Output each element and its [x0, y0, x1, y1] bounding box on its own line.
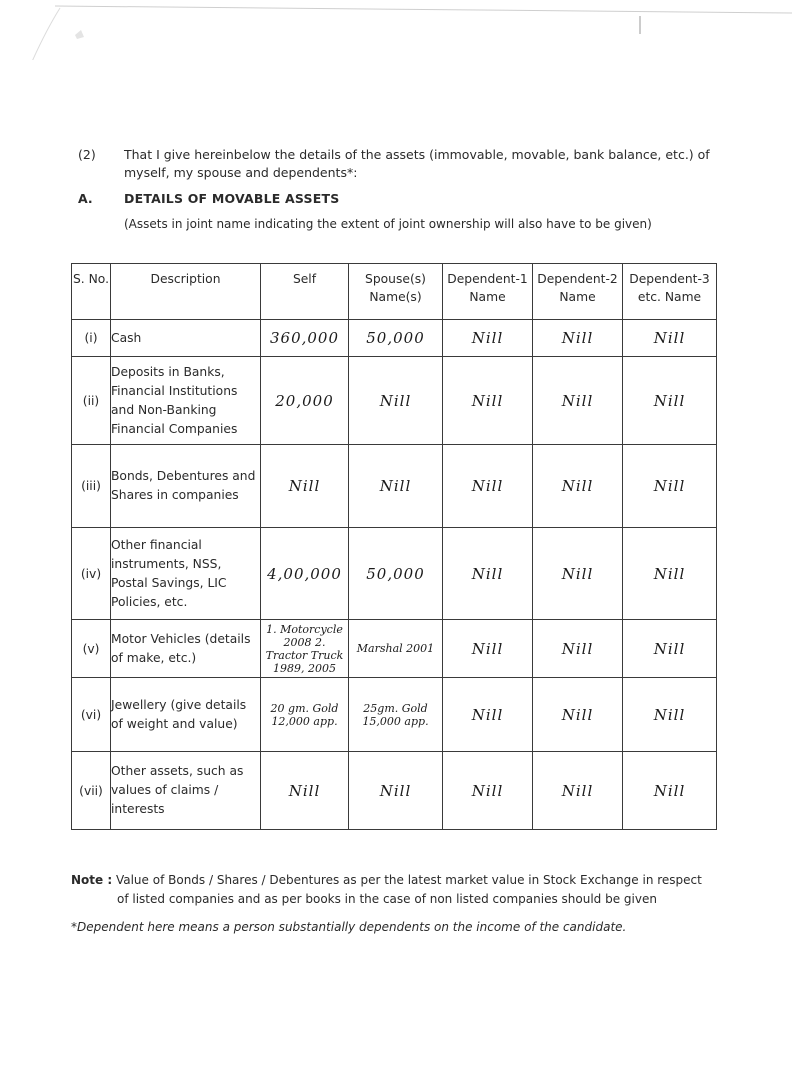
spouse-value: 25gm. Gold 15,000 app. — [349, 678, 443, 752]
dependent-3-value: Nill — [623, 620, 717, 678]
self-value: Nill — [261, 752, 349, 830]
self-value: Nill — [261, 445, 349, 528]
table-row — [72, 445, 717, 528]
dependent-3-value: Nill — [623, 445, 717, 528]
row-number: (i) — [72, 320, 111, 357]
section-title: DETAILS OF MOVABLE ASSETS — [124, 191, 340, 206]
table-header-row — [72, 264, 717, 320]
dependent-2-value: Nill — [533, 320, 623, 357]
dependent-1-value: Nill — [443, 678, 533, 752]
dependent-1-value: Nill — [443, 320, 533, 357]
dependent-1-value: Nill — [443, 445, 533, 528]
section-subnote: (Assets in joint name indicating the extent of joint ownership will also have to be given) — [124, 217, 652, 231]
spouse-value: Nill — [349, 752, 443, 830]
spouse-value: Nill — [349, 357, 443, 445]
row-number: (iii) — [72, 445, 111, 528]
table-row — [72, 752, 717, 830]
section-letter: A. — [78, 191, 93, 206]
dependent-2-value: Nill — [533, 528, 623, 620]
row-number: (ii) — [72, 357, 111, 445]
dependent-2-value: Nill — [533, 620, 623, 678]
dependent-footnote: *Dependent here means a person substantially dependents on the income of the candidate. — [71, 920, 627, 934]
movable-assets-table — [71, 263, 717, 830]
row-description: Deposits in Banks, Financial Institutions and Non-Banking Financial Companies — [111, 357, 261, 445]
row-number: (v) — [72, 620, 111, 678]
row-number: (vii) — [72, 752, 111, 830]
dependent-3-value: Nill — [623, 528, 717, 620]
dependent-1-value: Nill — [443, 752, 533, 830]
row-description: Bonds, Debentures and Shares in companies — [111, 445, 261, 528]
dependent-1-value: Nill — [443, 620, 533, 678]
dependent-2-value: Nill — [533, 752, 623, 830]
table-row — [72, 357, 717, 445]
header-dependent-1: Dependent-1 Name — [443, 264, 533, 320]
paragraph-number: (2) — [78, 147, 96, 162]
spouse-value: Marshal 2001 — [349, 620, 443, 678]
dependent-3-value: Nill — [623, 357, 717, 445]
dependent-3-value: Nill — [623, 320, 717, 357]
table-row — [72, 528, 717, 620]
row-description: Other financial instruments, NSS, Postal Savings, LIC Policies, etc. — [111, 528, 261, 620]
note-line-2: of listed companies and as per books in the case of non listed companies should be given — [117, 892, 657, 906]
header-self: Self — [261, 264, 349, 320]
table-row — [72, 678, 717, 752]
row-description: Jewellery (give details of weight and value) — [111, 678, 261, 752]
table-row — [72, 620, 717, 678]
dependent-2-value: Nill — [533, 445, 623, 528]
row-description: Motor Vehicles (details of make, etc.) — [111, 620, 261, 678]
spouse-value: 50,000 — [349, 320, 443, 357]
header-spouse: Spouse(s) Name(s) — [349, 264, 443, 320]
dependent-2-value: Nill — [533, 357, 623, 445]
row-description: Other assets, such as values of claims / interests — [111, 752, 261, 830]
scan-artifact-marks — [0, 0, 792, 60]
table-row — [72, 320, 717, 357]
self-value: 4,00,000 — [261, 528, 349, 620]
header-dependent-3: Dependent-3 etc. Name — [623, 264, 717, 320]
header-dependent-2: Dependent-2 Name — [533, 264, 623, 320]
row-description: Cash — [111, 320, 261, 357]
dependent-1-value: Nill — [443, 528, 533, 620]
self-value: 360,000 — [261, 320, 349, 357]
self-value: 1. Motorcycle 2008 2. Tractor Truck 1989, 2005 — [261, 620, 349, 678]
dependent-1-value: Nill — [443, 357, 533, 445]
spouse-value: Nill — [349, 445, 443, 528]
spouse-value: 50,000 — [349, 528, 443, 620]
note-label: Note : — [71, 873, 113, 887]
self-value: 20,000 — [261, 357, 349, 445]
self-value: 20 gm. Gold 12,000 app. — [261, 678, 349, 752]
valuation-note — [71, 871, 721, 909]
row-number: (vi) — [72, 678, 111, 752]
header-sno: S. No. — [72, 264, 111, 320]
header-description: Description — [111, 264, 261, 320]
dependent-3-value: Nill — [623, 678, 717, 752]
row-number: (iv) — [72, 528, 111, 620]
dependent-2-value: Nill — [533, 678, 623, 752]
dependent-3-value: Nill — [623, 752, 717, 830]
paragraph-text: That I give hereinbelow the details of the assets (immovable, movable, bank balance, etc.) of myself, my spouse and dependents*: — [124, 147, 710, 180]
note-line-1: Value of Bonds / Shares / Debentures as per the latest market value in Stock Exchange in respect — [115, 873, 702, 887]
